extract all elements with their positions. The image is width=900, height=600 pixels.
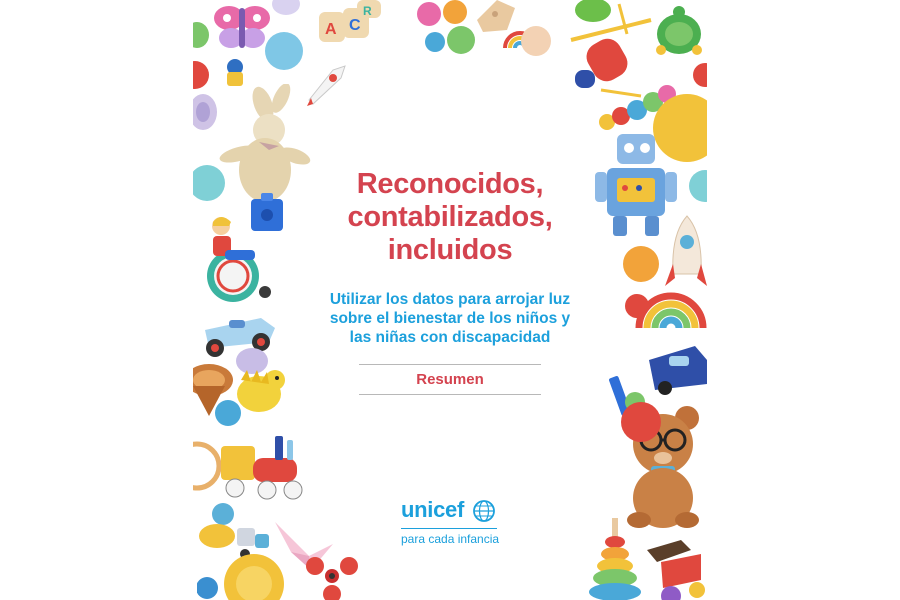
divider-top	[359, 364, 541, 365]
report-title	[290, 168, 610, 267]
cover-center	[193, 0, 707, 600]
subtitle-line: las niñas con discapacidad	[349, 329, 551, 346]
svg-text:C: C	[349, 17, 361, 34]
subtitle-line: sobre el bienestar de los niños y	[329, 310, 571, 327]
section-label: Resumen	[416, 371, 484, 388]
svg-text:R: R	[363, 4, 372, 18]
unicef-logo-word: unicef	[401, 497, 464, 522]
report-cover	[193, 0, 707, 600]
title-line: contabilizados,	[347, 201, 553, 233]
unicef-globe-icon	[472, 499, 496, 523]
report-subtitle	[300, 290, 600, 347]
logo-divider	[401, 528, 497, 529]
title-line: Reconocidos,	[356, 168, 544, 200]
title-line: incluidos	[387, 234, 513, 266]
divider-bottom	[359, 394, 541, 395]
svg-text:A: A	[325, 21, 337, 38]
unicef-tagline: para cada infancia	[401, 532, 500, 546]
subtitle-line: Utilizar los datos para arrojar luz	[329, 291, 571, 308]
